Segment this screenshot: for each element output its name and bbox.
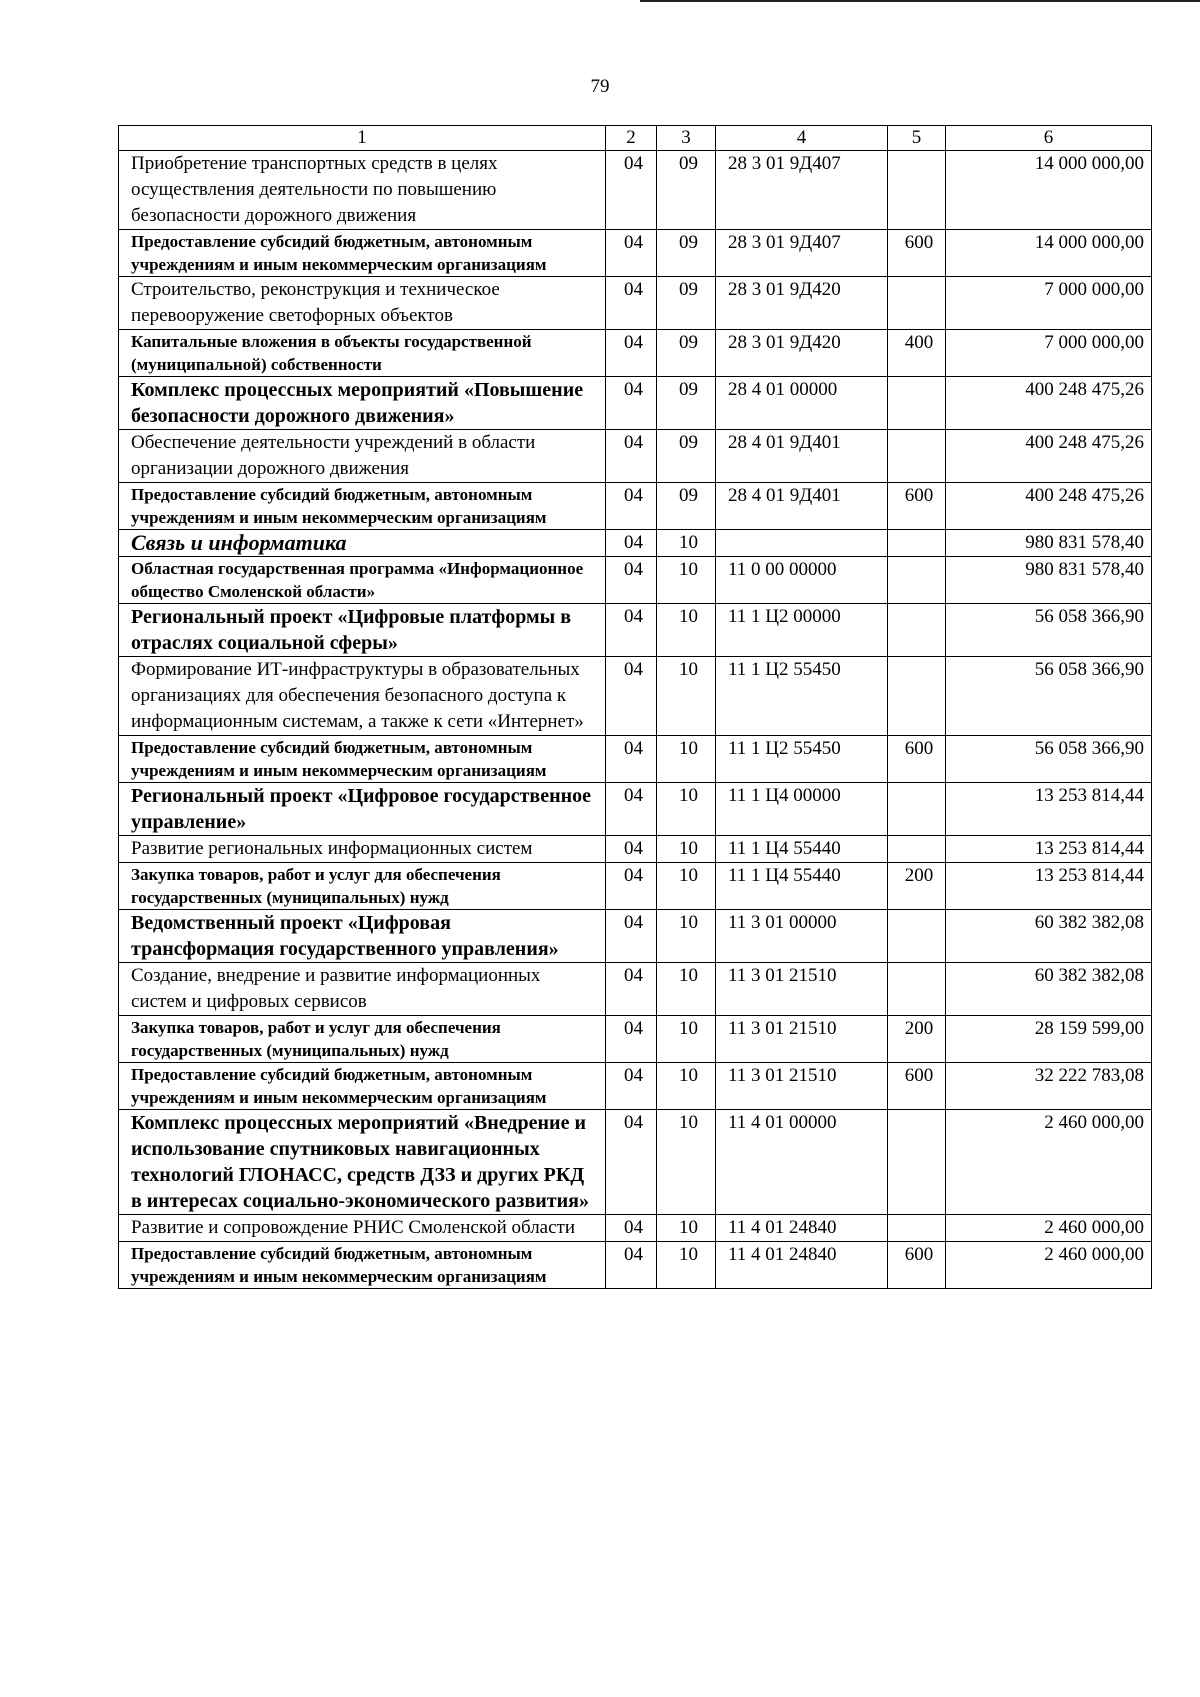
expense-type-code — [888, 530, 946, 557]
amount: 2 460 000,00 — [946, 1110, 1152, 1215]
amount: 56 058 366,90 — [946, 736, 1152, 783]
expense-type-code — [888, 557, 946, 604]
section-code: 04 — [606, 557, 657, 604]
subsection-code: 10 — [657, 1110, 716, 1215]
subsection-code: 10 — [657, 963, 716, 1016]
amount: 60 382 382,08 — [946, 910, 1152, 963]
target-article-code: 28 3 01 9Д420 — [716, 277, 888, 330]
subsection-code: 09 — [657, 330, 716, 377]
table-row — [119, 1016, 1152, 1063]
table-row — [119, 963, 1152, 1016]
section-code: 04 — [606, 783, 657, 836]
target-article-code: 28 3 01 9Д420 — [716, 330, 888, 377]
subsection-code: 10 — [657, 1242, 716, 1289]
table-row — [119, 151, 1152, 230]
subsection-code: 10 — [657, 657, 716, 736]
amount: 56 058 366,90 — [946, 657, 1152, 736]
column-header: 4 — [716, 126, 888, 151]
section-code: 04 — [606, 736, 657, 783]
row-name: Строительство, реконструкция и техническое перевооружение светофорных объектов — [119, 277, 606, 330]
subsection-code: 10 — [657, 1016, 716, 1063]
target-article-code: 11 4 01 24840 — [716, 1215, 888, 1242]
target-article-code: 28 4 01 9Д401 — [716, 430, 888, 483]
column-header: 2 — [606, 126, 657, 151]
row-name: Закупка товаров, работ и услуг для обеспечения государственных (муниципальных) нужд — [119, 1016, 606, 1063]
amount: 980 831 578,40 — [946, 530, 1152, 557]
row-name: Обеспечение деятельности учреждений в области организации дорожного движения — [119, 430, 606, 483]
amount: 7 000 000,00 — [946, 277, 1152, 330]
expense-type-code: 600 — [888, 1063, 946, 1110]
amount: 28 159 599,00 — [946, 1016, 1152, 1063]
table-row — [119, 277, 1152, 330]
subsection-code: 09 — [657, 483, 716, 530]
target-article-code: 11 3 01 21510 — [716, 1063, 888, 1110]
row-name: Создание, внедрение и развитие информационных систем и цифровых сервисов — [119, 963, 606, 1016]
table-row — [119, 1215, 1152, 1242]
subsection-code: 09 — [657, 151, 716, 230]
expense-type-code — [888, 783, 946, 836]
section-code: 04 — [606, 1063, 657, 1110]
target-article-code — [716, 530, 888, 557]
table-row — [119, 863, 1152, 910]
table-row — [119, 657, 1152, 736]
section-code: 04 — [606, 483, 657, 530]
target-article-code: 11 1 Ц4 55440 — [716, 863, 888, 910]
amount: 13 253 814,44 — [946, 836, 1152, 863]
table-row — [119, 836, 1152, 863]
subsection-code: 10 — [657, 1215, 716, 1242]
amount: 56 058 366,90 — [946, 604, 1152, 657]
row-name: Предоставление субсидий бюджетным, автономным учреждениям и иным некоммерческим организациям — [119, 1242, 606, 1289]
subsection-code: 09 — [657, 277, 716, 330]
subsection-code: 09 — [657, 377, 716, 430]
amount: 400 248 475,26 — [946, 483, 1152, 530]
table-row — [119, 530, 1152, 557]
table-row — [119, 1242, 1152, 1289]
expense-type-code — [888, 836, 946, 863]
column-header: 5 — [888, 126, 946, 151]
row-name: Областная государственная программа «Информационное общество Смоленской области» — [119, 557, 606, 604]
expense-type-code: 600 — [888, 230, 946, 277]
amount: 400 248 475,26 — [946, 377, 1152, 430]
target-article-code: 11 1 Ц4 55440 — [716, 836, 888, 863]
page-number: 79 — [590, 76, 610, 97]
table-body — [119, 151, 1152, 1289]
table-row — [119, 430, 1152, 483]
subsection-code: 10 — [657, 1063, 716, 1110]
row-name: Региональный проект «Цифровое государственное управление» — [119, 783, 606, 836]
target-article-code: 11 1 Ц2 55450 — [716, 736, 888, 783]
row-name: Комплекс процессных мероприятий «Повышение безопасности дорожного движения» — [119, 377, 606, 430]
expense-type-code — [888, 277, 946, 330]
amount: 60 382 382,08 — [946, 963, 1152, 1016]
expense-type-code — [888, 1215, 946, 1242]
expense-type-code — [888, 1110, 946, 1215]
section-code: 04 — [606, 1016, 657, 1063]
section-code: 04 — [606, 963, 657, 1016]
row-name: Приобретение транспортных средств в целях осуществления деятельности по повышению безопасности дорожного движения — [119, 151, 606, 230]
expense-type-code: 200 — [888, 863, 946, 910]
target-article-code: 11 3 01 21510 — [716, 1016, 888, 1063]
expense-type-code: 400 — [888, 330, 946, 377]
row-name: Закупка товаров, работ и услуг для обеспечения государственных (муниципальных) нужд — [119, 863, 606, 910]
amount: 7 000 000,00 — [946, 330, 1152, 377]
subsection-code: 10 — [657, 736, 716, 783]
target-article-code: 11 1 Ц4 00000 — [716, 783, 888, 836]
section-code: 04 — [606, 230, 657, 277]
table-row — [119, 1110, 1152, 1215]
expense-type-code — [888, 604, 946, 657]
amount: 14 000 000,00 — [946, 151, 1152, 230]
section-code: 04 — [606, 863, 657, 910]
section-code: 04 — [606, 836, 657, 863]
amount: 980 831 578,40 — [946, 557, 1152, 604]
table-row — [119, 604, 1152, 657]
section-code: 04 — [606, 604, 657, 657]
section-code: 04 — [606, 277, 657, 330]
subsection-code: 09 — [657, 230, 716, 277]
column-header: 3 — [657, 126, 716, 151]
row-name: Предоставление субсидий бюджетным, автономным учреждениям и иным некоммерческим организациям — [119, 1063, 606, 1110]
subsection-code: 09 — [657, 430, 716, 483]
column-header: 1 — [119, 126, 606, 151]
scan-artifact-line — [640, 0, 1200, 2]
amount: 13 253 814,44 — [946, 783, 1152, 836]
subsection-code: 10 — [657, 604, 716, 657]
target-article-code: 11 3 01 00000 — [716, 910, 888, 963]
row-name: Формирование ИТ-инфраструктуры в образовательных организациях для обеспечения безопасного доступа к информационным системам, а также к сети «Интернет» — [119, 657, 606, 736]
table-row — [119, 783, 1152, 836]
target-article-code: 11 3 01 21510 — [716, 963, 888, 1016]
table-row — [119, 910, 1152, 963]
table-row — [119, 736, 1152, 783]
row-name: Развитие региональных информационных систем — [119, 836, 606, 863]
budget-table — [118, 125, 1152, 1289]
target-article-code: 28 3 01 9Д407 — [716, 230, 888, 277]
row-name: Предоставление субсидий бюджетным, автономным учреждениям и иным некоммерческим организациям — [119, 736, 606, 783]
expense-type-code — [888, 151, 946, 230]
section-code: 04 — [606, 1242, 657, 1289]
expense-type-code: 600 — [888, 483, 946, 530]
subsection-code: 10 — [657, 530, 716, 557]
subsection-code: 10 — [657, 836, 716, 863]
section-code: 04 — [606, 377, 657, 430]
row-name: Ведомственный проект «Цифровая трансформация государственного управления» — [119, 910, 606, 963]
table-header-row — [119, 126, 1152, 151]
row-name: Капитальные вложения в объекты государственной (муниципальной) собственности — [119, 330, 606, 377]
target-article-code: 11 1 Ц2 55450 — [716, 657, 888, 736]
target-article-code: 28 4 01 9Д401 — [716, 483, 888, 530]
section-code: 04 — [606, 657, 657, 736]
target-article-code: 11 1 Ц2 00000 — [716, 604, 888, 657]
expense-type-code — [888, 910, 946, 963]
section-code: 04 — [606, 330, 657, 377]
amount: 2 460 000,00 — [946, 1215, 1152, 1242]
amount: 13 253 814,44 — [946, 863, 1152, 910]
row-name: Комплекс процессных мероприятий «Внедрение и использование спутниковых навигационных технологий ГЛОНАСС, средств ДЗЗ и других РКД в интересах социально-экономического развития» — [119, 1110, 606, 1215]
row-name: Связь и информатика — [119, 530, 606, 557]
row-name: Предоставление субсидий бюджетным, автономным учреждениям и иным некоммерческим организациям — [119, 483, 606, 530]
expense-type-code: 600 — [888, 1242, 946, 1289]
expense-type-code: 200 — [888, 1016, 946, 1063]
table-row — [119, 330, 1152, 377]
table-row — [119, 377, 1152, 430]
section-code: 04 — [606, 910, 657, 963]
expense-type-code — [888, 657, 946, 736]
table-row — [119, 1063, 1152, 1110]
amount: 400 248 475,26 — [946, 430, 1152, 483]
expense-type-code: 600 — [888, 736, 946, 783]
table-row — [119, 483, 1152, 530]
column-header: 6 — [946, 126, 1152, 151]
section-code: 04 — [606, 1215, 657, 1242]
section-code: 04 — [606, 530, 657, 557]
table-row — [119, 230, 1152, 277]
target-article-code: 11 4 01 24840 — [716, 1242, 888, 1289]
section-code: 04 — [606, 430, 657, 483]
amount: 2 460 000,00 — [946, 1242, 1152, 1289]
target-article-code: 11 0 00 00000 — [716, 557, 888, 604]
target-article-code: 28 4 01 00000 — [716, 377, 888, 430]
subsection-code: 10 — [657, 557, 716, 604]
subsection-code: 10 — [657, 910, 716, 963]
subsection-code: 10 — [657, 863, 716, 910]
row-name: Региональный проект «Цифровые платформы в отраслях социальной сферы» — [119, 604, 606, 657]
expense-type-code — [888, 963, 946, 1016]
table-row — [119, 557, 1152, 604]
amount: 14 000 000,00 — [946, 230, 1152, 277]
section-code: 04 — [606, 1110, 657, 1215]
target-article-code: 28 3 01 9Д407 — [716, 151, 888, 230]
row-name: Развитие и сопровождение РНИС Смоленской области — [119, 1215, 606, 1242]
expense-type-code — [888, 377, 946, 430]
target-article-code: 11 4 01 00000 — [716, 1110, 888, 1215]
subsection-code: 10 — [657, 783, 716, 836]
section-code: 04 — [606, 151, 657, 230]
row-name: Предоставление субсидий бюджетным, автономным учреждениям и иным некоммерческим организациям — [119, 230, 606, 277]
expense-type-code — [888, 430, 946, 483]
amount: 32 222 783,08 — [946, 1063, 1152, 1110]
